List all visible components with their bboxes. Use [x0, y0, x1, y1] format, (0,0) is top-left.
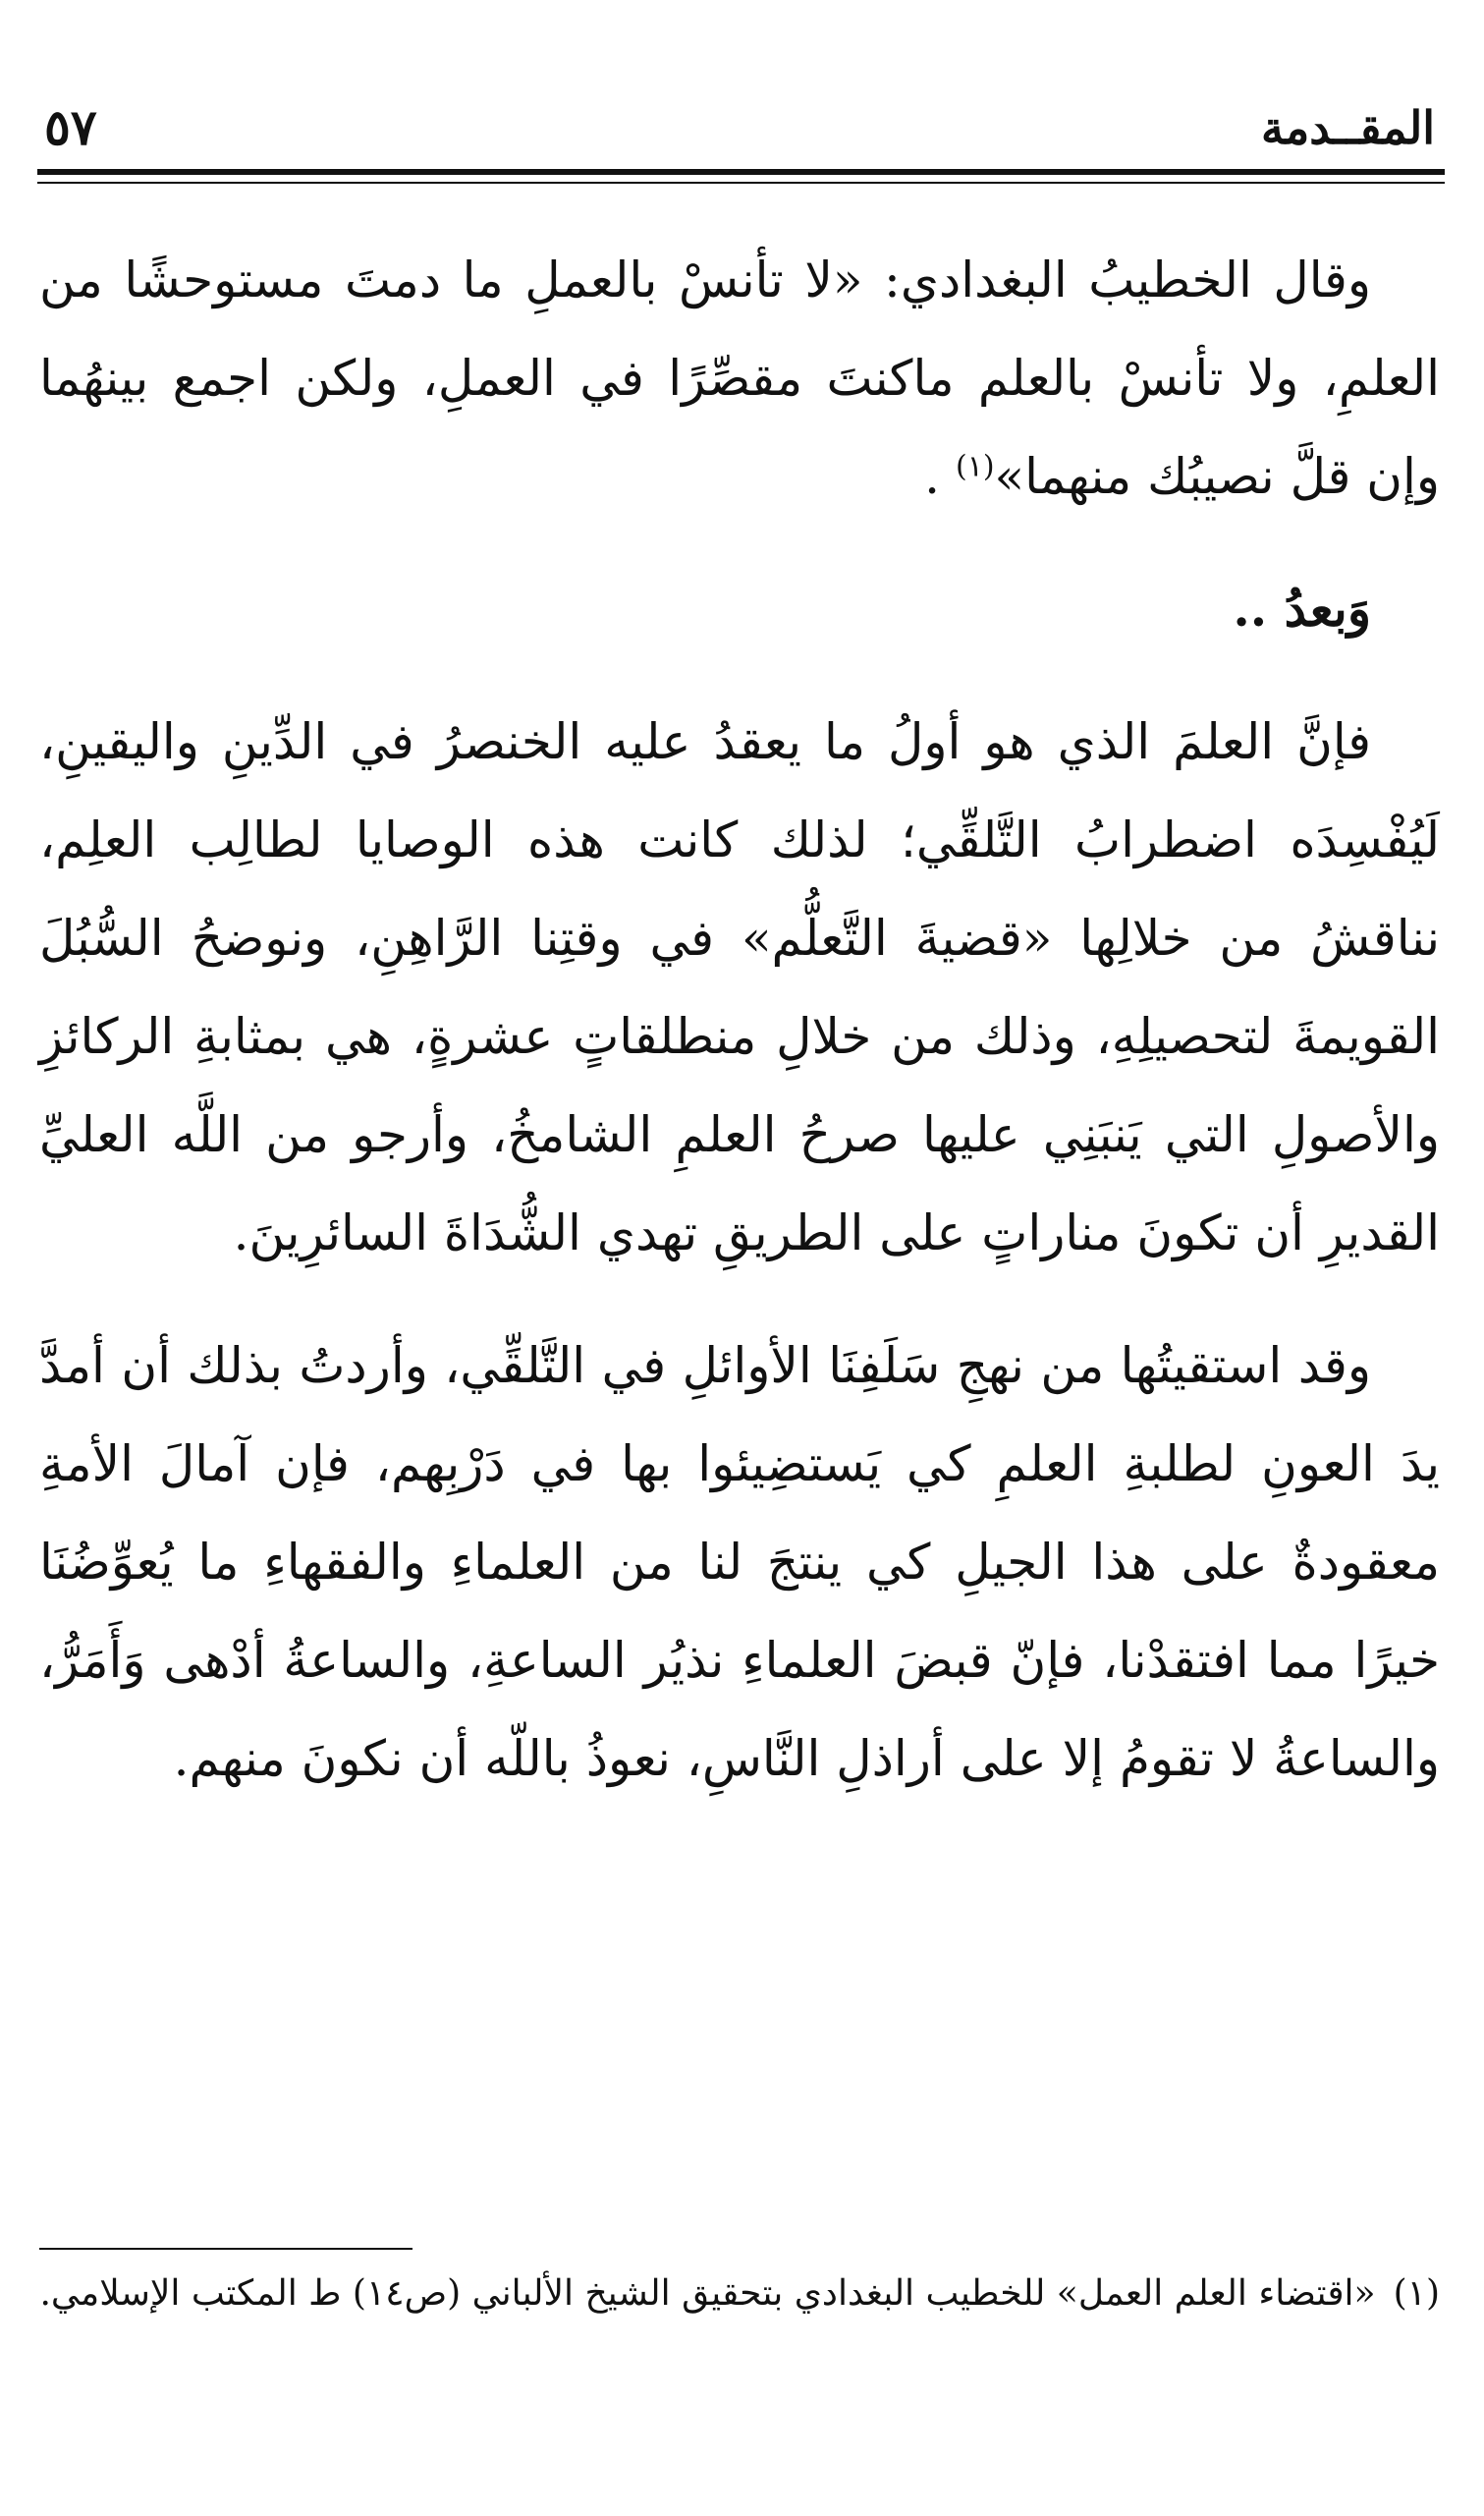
footnote-rule: [39, 2248, 412, 2250]
running-title: المقــدمة: [1260, 101, 1435, 154]
footnote-entry: [39, 2260, 1440, 2328]
paragraph-approach: وقد استقيتُها من نهجِ سَلَفِنَا الأوائلِ في التَّلقِّي، وأردتُ بذلك أن أمدَّ يدَ العونِ لطلبةِ العلمِ كي يَستضِيئوا بها في دَرْبِهم، فإن آمالَ الأمةِ معقودةٌ على هذا الجيلِ كي ينتجَ لنا من العلماءِ والفقهاءِ ما يُعوِّضُنَا خيرًا مما افتقدْنا، فإنّ قبضَ العلماءِ نذيُر الساعةِ، والساعةُ أدْهى وَأَمَرُّ، والساعةُ لا تقومُ إلا على أراذلِ النَّاسِ، نعوذُ باللّه أن نكونَ منهم.: [39, 1337, 1440, 1787]
page-number: ٥٧: [44, 98, 97, 156]
footnote-reference: (١): [955, 449, 995, 484]
quote-text: وقال الخطيبُ البغدادي: «لا تأنسْ بالعملِ ما دمتَ مستوحشًا من العلمِ، ولا تأنسْ بالعلم ماكنتَ مقصِّرًا في العملِ، ولكن اجمع بينهُما وإن قلَّ نصيبُك منهما»: [39, 252, 1440, 505]
quote-end: .: [924, 448, 941, 505]
paragraph-quote: [39, 231, 1440, 526]
header-rule-thin: [37, 182, 1445, 184]
header-rule-thick: [37, 169, 1445, 175]
footnote-marker: (١): [1393, 2273, 1440, 2314]
footnote: [39, 2260, 1440, 2328]
page-header: [44, 93, 1435, 162]
transition-heading: وَبعدُ ..: [1233, 580, 1371, 638]
footnote-text: «اقتضاء العلم العمل» للخطيب البغدادي بتحقيق الشيخ الألباني (ص١٤) ط المكتب الإسلامي.: [39, 2273, 1376, 2314]
main-text: [39, 231, 1440, 1808]
paragraph-knowledge: فإنَّ العلمَ الذي هو أولُ ما يعقدُ عليه الخنصرُ في الدِّينِ واليقينِ، لَيُفْسِدَه اضطرابُ التَّلقِّي؛ لذلك كانت هذه الوصايا لطالِب العلِم، نناقشُ من خلالِها «قضيةَ التَّعلُّم» في وقتِنا الرَّاهِنِ، ونوضحُ السُّبُلَ القويمةَ لتحصيلِهِ، وذلك من خلالِ منطلقاتٍ عشرةٍ، هي بمثابةِ الركائزِ والأصولِ التي يَنبَنِي عليها صرحُ العلمِ الشامخُ، وأرجو من اللَّه العليِّ القديرِ أن تكونَ مناراتٍ على الطريقِ تهدي الشُّدَاةَ السائرِينَ.: [39, 713, 1440, 1261]
